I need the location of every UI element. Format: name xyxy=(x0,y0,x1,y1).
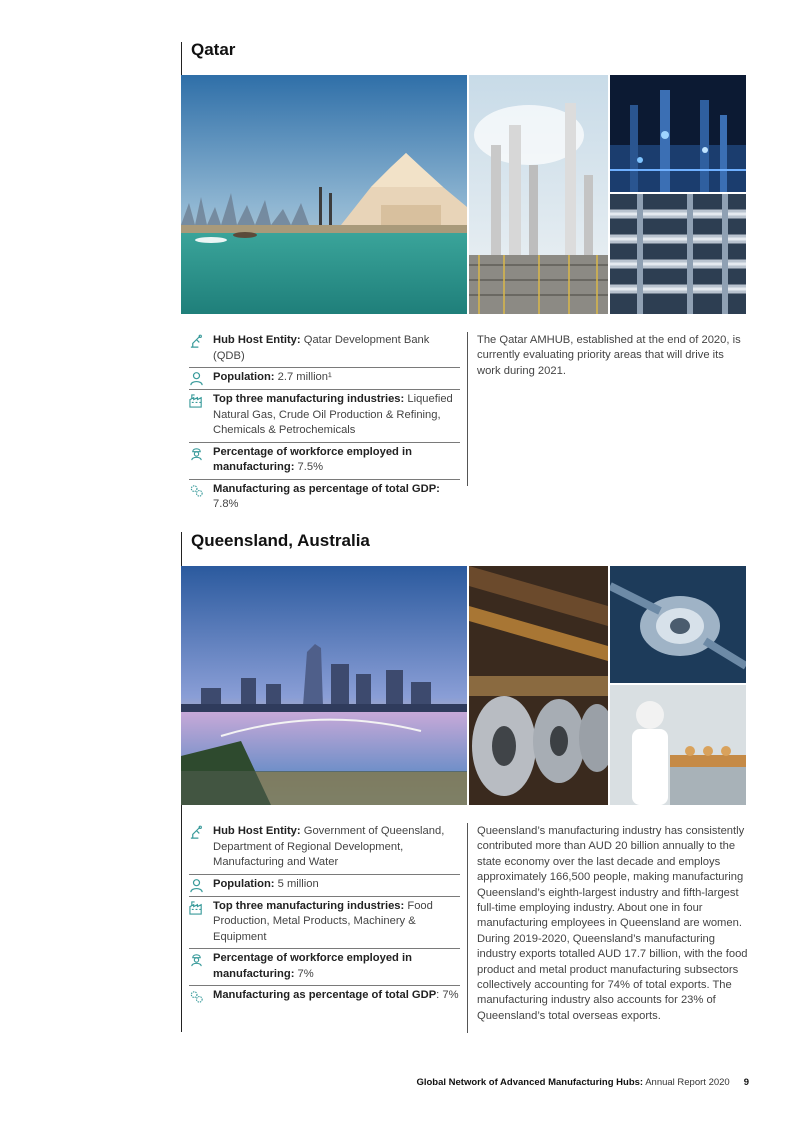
queensland-food-production-photo xyxy=(610,685,746,805)
qatar-fact-hub-host xyxy=(189,331,460,368)
fact-value: Liquefied Natural Gas, Crude Oil Production & Refining, Chemicals & Petrochemicals xyxy=(213,393,453,436)
queensland-fact-workforce xyxy=(189,949,460,986)
fact-label: Top three manufacturing industries: xyxy=(213,393,405,405)
queensland-steel-coils-photo xyxy=(469,566,608,805)
qatar-fact-workforce xyxy=(189,443,460,480)
fact-label: Top three manufacturing industries: xyxy=(213,899,405,912)
page-footer xyxy=(416,1077,749,1088)
footer-report-subtitle: Annual Report 2020 xyxy=(643,1077,730,1088)
qatar-fact-gdp xyxy=(189,480,460,516)
queensland-column-divider xyxy=(467,823,468,1033)
fact-label: Hub Host Entity: xyxy=(213,334,301,346)
population-icon xyxy=(189,371,213,386)
fact-label: Population: xyxy=(213,371,275,383)
queensland-fact-hub-host xyxy=(189,822,460,875)
qatar-description: The Qatar AMHUB, established at the end of 2020, is currently evaluating priority areas that will drive its work during 2021. xyxy=(477,334,741,377)
qatar-doha-skyline-photo xyxy=(181,75,467,314)
footer-report-title: Global Network of Advanced Manufacturing Hubs: xyxy=(416,1077,644,1088)
qatar-facts-list xyxy=(189,331,460,516)
fact-value: 7.5% xyxy=(294,461,324,473)
queensland-description: Queensland’s manufacturing industry has consistently contributed more than AUD 20 billion annually to the state economy over the last decade and employs approximately 166,500 people, making manufacturing Queensland’s eighth-largest industry and fifth-largest full-time employing industry. About one in four manufacturing employees in Queensland are women. During 2019-2020, Queensland’s manufacturing industry exports totalled AUD 17.7 billion, with the food product and metal product manufacturing subsectors collectively accounting for 74% of total exports. The manufacturing industry also accounts for 23% of Queensland’s total overseas exports. xyxy=(477,825,748,1022)
qatar-industrial-plant-night-photo xyxy=(610,75,746,192)
hub-host-icon xyxy=(189,334,213,349)
factory-icon xyxy=(189,393,213,408)
fact-label: Percentage of workforce employed in manufacturing: xyxy=(213,952,412,980)
fact-label: Manufacturing as percentage of total GDP xyxy=(213,989,437,1001)
qatar-title: Qatar xyxy=(191,40,236,59)
fact-value: Food Production, Metal Products, Machinery & Equipment xyxy=(213,899,433,943)
queensland-machined-part-photo xyxy=(610,566,746,683)
qatar-fact-industries xyxy=(189,390,460,443)
fact-label: Hub Host Entity: xyxy=(213,825,301,837)
fact-value: Qatar Development Bank (QDB) xyxy=(213,334,430,362)
queensland-fact-population xyxy=(189,875,460,897)
qatar-pipes-photo xyxy=(610,194,746,314)
fact-value: 7% xyxy=(294,967,314,980)
gears-icon xyxy=(189,483,213,498)
worker-icon xyxy=(189,446,213,461)
fact-value: Government of Queensland, Department of Regional Development, Manufacturing and Water xyxy=(213,825,445,868)
qatar-column-divider xyxy=(467,332,468,486)
queensland-brisbane-skyline-photo xyxy=(181,566,467,805)
fact-value: 7.8% xyxy=(213,498,239,510)
queensland-fact-industries xyxy=(189,897,460,950)
fact-label: Manufacturing as percentage of total GDP: xyxy=(213,482,440,495)
fact-value: 2.7 million¹ xyxy=(274,371,332,383)
queensland-title: Queensland, Australia xyxy=(191,531,370,550)
fact-label: Percentage of workforce employed in manufacturing: xyxy=(213,445,412,473)
fact-value: 5 million xyxy=(274,877,319,890)
qatar-fact-population xyxy=(189,368,460,390)
fact-value: : 7% xyxy=(436,989,459,1001)
hub-host-icon xyxy=(189,825,213,840)
population-icon xyxy=(189,878,213,893)
queensland-fact-gdp xyxy=(189,986,460,1007)
queensland-facts-list xyxy=(189,822,460,1007)
worker-icon xyxy=(189,952,213,967)
fact-label: Population: xyxy=(213,877,275,890)
gears-icon xyxy=(189,989,213,1004)
factory-icon xyxy=(189,900,213,915)
page-number: 9 xyxy=(743,1077,749,1088)
qatar-refinery-photo xyxy=(469,75,608,314)
